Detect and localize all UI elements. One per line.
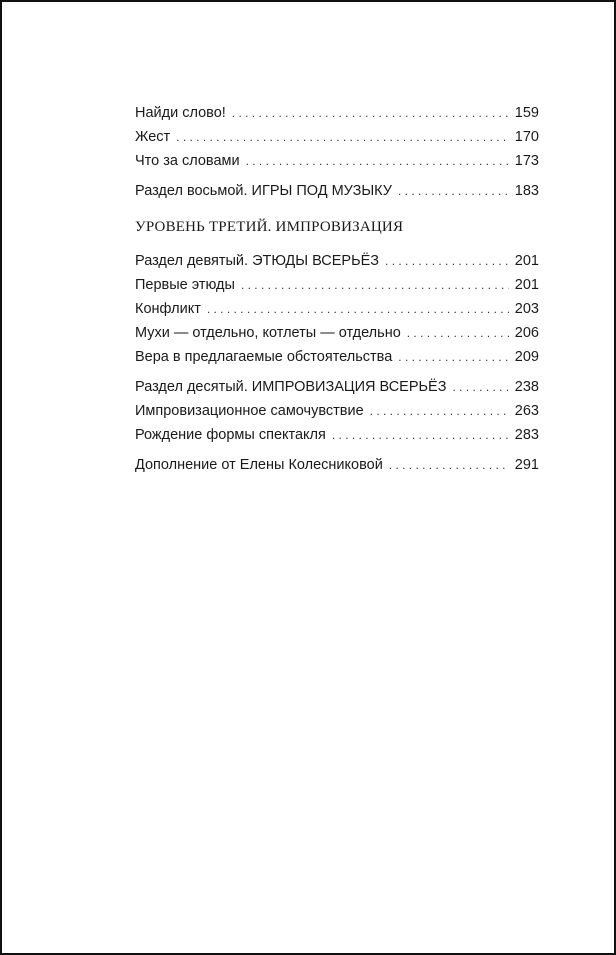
toc-entry [135, 101, 539, 125]
toc-entry-title: Раздел девятый. ЭТЮДЫ ВСЕРЬЁЗ [135, 253, 380, 269]
toc-group [135, 101, 539, 173]
toc-entry-title: Раздел десятый. ИМПРОВИЗАЦИЯ ВСЕРЬЁЗ [135, 379, 447, 395]
dot-leader [385, 249, 509, 273]
toc-entry-title: Что за словами [135, 153, 240, 169]
dot-leader [246, 149, 509, 173]
dot-leader [207, 297, 509, 321]
dot-leader [332, 423, 509, 447]
toc-entry-title: Мухи — отдельно, котлеты — отдельно [135, 325, 401, 341]
dot-leader [407, 321, 509, 345]
toc-entry [135, 249, 539, 273]
toc-entry-title: Жест [135, 129, 171, 145]
toc-entry-page: 183 [514, 183, 539, 199]
toc-entry-page: 291 [514, 457, 539, 473]
toc-entry [135, 399, 539, 423]
toc-entry-title: Дополнение от Елены Колесниковой [135, 457, 383, 473]
toc-entry-page: 238 [514, 379, 539, 395]
toc-entry-title: Раздел восьмой. ИГРЫ ПОД МУЗЫКУ [135, 183, 392, 199]
toc-entry-page: 201 [514, 277, 539, 293]
toc-group [135, 375, 539, 447]
toc-entry-title: Найди слово! [135, 105, 226, 121]
table-of-contents [135, 101, 539, 483]
toc-entry-page: 159 [514, 105, 539, 121]
dot-leader [389, 453, 509, 477]
toc-entry-title: Конфликт [135, 301, 201, 317]
toc-entry-page: 173 [514, 153, 539, 169]
dot-leader [452, 375, 508, 399]
toc-entry [135, 375, 539, 399]
toc-entry-page: 283 [514, 427, 539, 443]
dot-leader [398, 179, 509, 203]
toc-entry-page: 206 [514, 325, 539, 341]
toc-entry-title: Первые этюды [135, 277, 235, 293]
dot-leader [241, 273, 509, 297]
toc-entry [135, 297, 539, 321]
toc-entry [135, 125, 539, 149]
toc-entry [135, 273, 539, 297]
toc-entry [135, 345, 539, 369]
toc-group [135, 453, 539, 477]
level-heading: УРОВЕНЬ ТРЕТИЙ. ИМПРОВИЗАЦИЯ [135, 219, 404, 235]
toc-group [135, 179, 539, 203]
toc-entry-page: 263 [514, 403, 539, 419]
toc-entry-title: Вера в предлагаемые обстоятельства [135, 349, 393, 365]
dot-leader [176, 125, 509, 149]
toc-entry [135, 179, 539, 203]
dot-leader [370, 399, 509, 423]
toc-entry [135, 321, 539, 345]
toc-entry-title: Рождение формы спектакля [135, 427, 326, 443]
toc-group [135, 249, 539, 369]
toc-entry [135, 423, 539, 447]
toc-entry-page: 201 [514, 253, 539, 269]
toc-entry-page: 170 [514, 129, 539, 145]
toc-entry-page: 209 [514, 349, 539, 365]
toc-entry [135, 453, 539, 477]
toc-entry [135, 149, 539, 173]
toc-entry-page: 203 [514, 301, 539, 317]
dot-leader [398, 345, 509, 369]
dot-leader [232, 101, 509, 125]
toc-entry-title: Импровизационное самочувствие [135, 403, 364, 419]
